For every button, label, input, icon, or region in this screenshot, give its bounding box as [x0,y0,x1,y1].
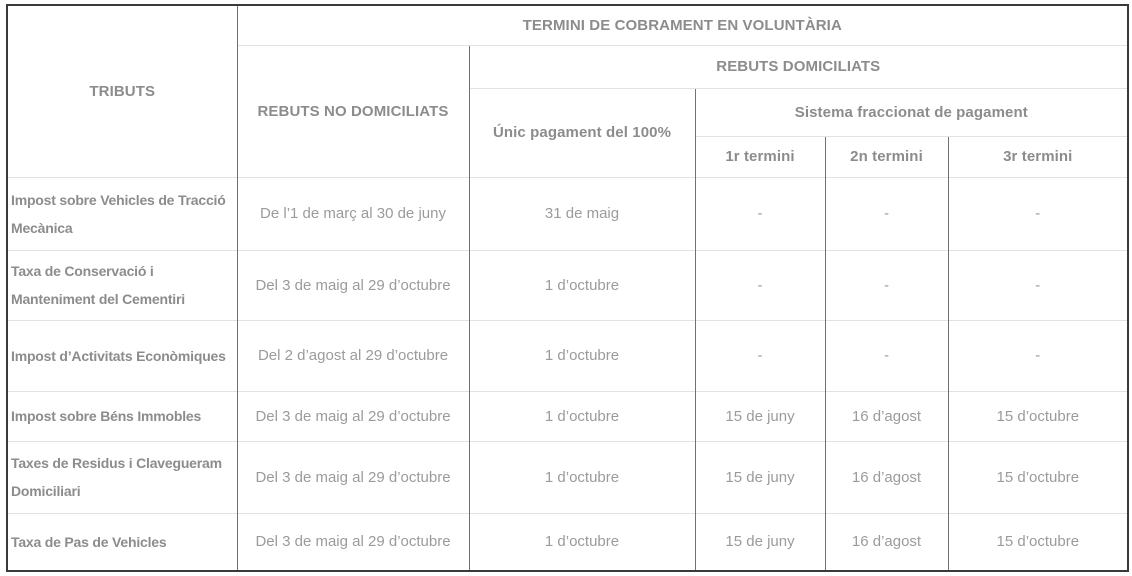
table-row [7,441,1128,513]
no-domiciliats-value: Del 3 de maig al 29 d’octubre [237,391,469,441]
header-unic-pagament: Únic pagament del 100% [469,88,695,177]
tribut-label: Impost d’Activitats Econòmiques [7,320,237,391]
termini-1-value: - [695,320,825,391]
header-1r-termini: 1r termini [695,136,825,177]
no-domiciliats-value: Del 3 de maig al 29 d’octubre [237,441,469,513]
unic-pagament-value: 31 de maig [469,177,695,250]
termini-1-value: - [695,177,825,250]
termini-3-value: 15 d’octubre [948,391,1128,441]
header-3r-termini: 3r termini [948,136,1128,177]
unic-pagament-value: 1 d’octubre [469,391,695,441]
unic-pagament-value: 1 d’octubre [469,441,695,513]
table-title: TERMINI DE COBRAMENT EN VOLUNTÀRIA [237,5,1128,45]
termini-2-value: 16 d’agost [825,441,948,513]
termini-2-value: - [825,177,948,250]
tribut-label: Taxa de Conservació i Manteniment del Cementiri [7,250,237,320]
table-row [7,320,1128,391]
tribut-label: Taxa de Pas de Vehicles [7,513,237,571]
no-domiciliats-value: Del 2 d’agost al 29 d’octubre [237,320,469,391]
tribut-label: Impost sobre Béns Immobles [7,391,237,441]
unic-pagament-value: 1 d’octubre [469,513,695,571]
termini-3-value: - [948,177,1128,250]
termini-1-value: - [695,250,825,320]
table-row [7,513,1128,571]
termini-3-value: 15 d’octubre [948,513,1128,571]
payment-deadlines-table [6,4,1129,572]
header-tributs: TRIBUTS [7,5,237,177]
tribut-label: Taxes de Residus i Clavegueram Domiciliari [7,441,237,513]
tribut-label: Impost sobre Vehicles de Tracció Mecànica [7,177,237,250]
table-row [7,250,1128,320]
termini-3-value: 15 d’octubre [948,441,1128,513]
termini-1-value: 15 de juny [695,391,825,441]
termini-1-value: 15 de juny [695,513,825,571]
no-domiciliats-value: De l’1 de març al 30 de juny [237,177,469,250]
unic-pagament-value: 1 d’octubre [469,250,695,320]
termini-3-value: - [948,250,1128,320]
no-domiciliats-value: Del 3 de maig al 29 d’octubre [237,513,469,571]
unic-pagament-value: 1 d’octubre [469,320,695,391]
header-2n-termini: 2n termini [825,136,948,177]
header-rebuts-domiciliats: REBUTS DOMICILIATS [469,45,1128,88]
no-domiciliats-value: Del 3 de maig al 29 d’octubre [237,250,469,320]
termini-2-value: 16 d’agost [825,513,948,571]
termini-2-value: 16 d’agost [825,391,948,441]
table-row [7,391,1128,441]
termini-1-value: 15 de juny [695,441,825,513]
header-rebuts-no-domiciliats: REBUTS NO DOMICILIATS [237,45,469,177]
table-row [7,177,1128,250]
termini-2-value: - [825,320,948,391]
termini-3-value: - [948,320,1128,391]
header-sistema-fraccionat: Sistema fraccionat de pagament [695,88,1128,136]
termini-2-value: - [825,250,948,320]
